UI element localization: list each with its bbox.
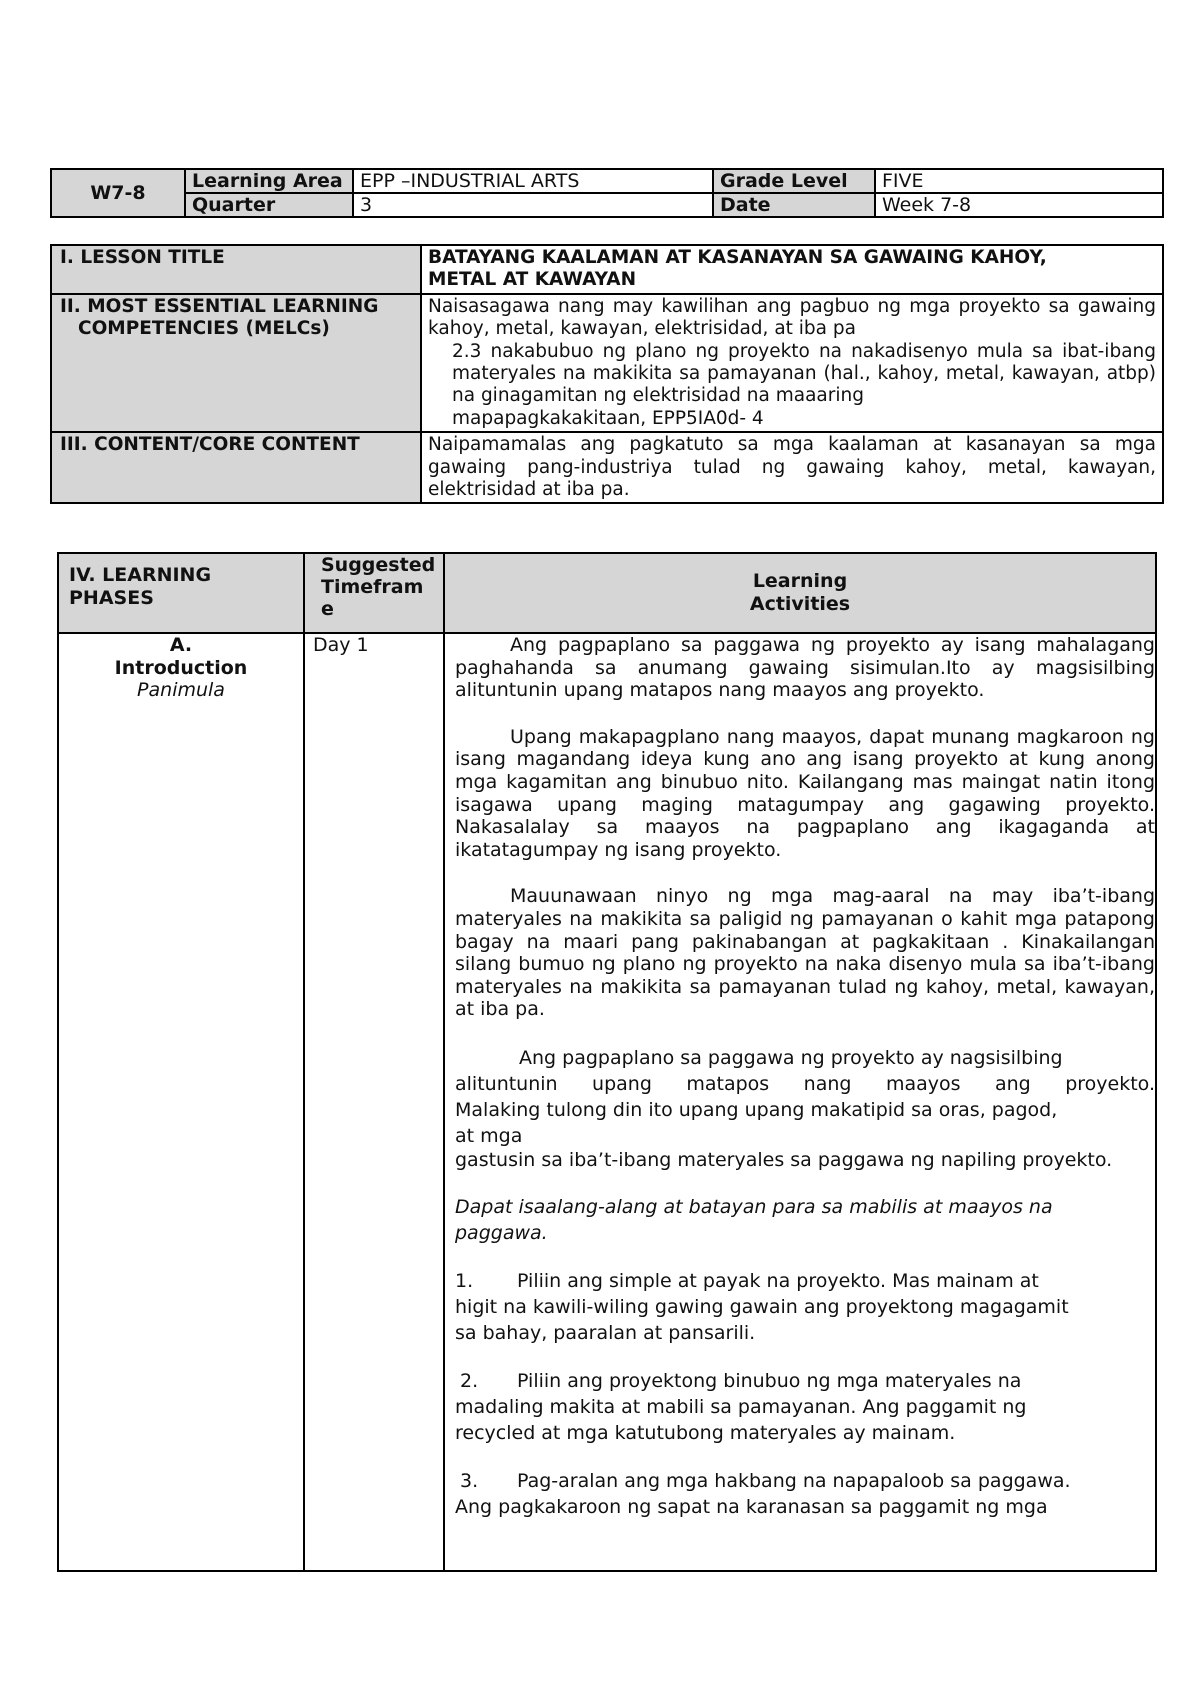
quarter-value: 3 <box>353 193 713 217</box>
list-item-line: Ang pagkakaroon ng sapat na karanasan sa paggamit ng mga <box>455 1495 1048 1518</box>
list-item-number: 1. <box>455 1269 474 1292</box>
list-item-line: sa bahay, paaralan at pansarili. <box>455 1321 756 1344</box>
paragraph-4-line-3: Malaking tulong din ito upang upang makatipid sa oras, pagod, <box>455 1098 1058 1121</box>
list-item-number: 3. <box>460 1469 479 1492</box>
grade-level-value: FIVE <box>875 169 1163 193</box>
timeframe-header-line-3: e <box>321 598 334 620</box>
melc-label-line-1: II. MOST ESSENTIAL LEARNING <box>60 295 379 317</box>
list-item <box>455 1368 1155 1446</box>
learning-phases-table <box>57 552 1157 1572</box>
learning-area-value: EPP –INDUSTRIAL ARTS <box>353 169 713 193</box>
melc-value-2: 2.3 nakabubuo ng plano ng proyekto na nakadisenyo mula sa ibat-ibang materyales na makikita sa pamayanan (hal., kahoy, metal, kawayan, atbp) na ginagamitan ng elektrisidad na maaaring <box>452 340 1156 407</box>
quarter-label: Quarter <box>185 193 353 217</box>
date-value: Week 7-8 <box>875 193 1163 217</box>
activity-paragraph-1: Ang pagpaplano sa paggawa ng proyekto ay isang mahalagang paghahanda sa anumang gawaing sisimulan.Ito ay magsisilbing alituntunin upang matapos nang maayos ang proyekto. <box>455 634 1155 702</box>
paragraph-4-line-5: gastusin sa iba’t-ibang materyales sa paggawa ng napiling proyekto. <box>455 1148 1113 1171</box>
activity-paragraph-3: Mauunawaan ninyo ng mga mag-aaral na may iba’t-ibang materyales na makikita sa paligid ng pamayanan o kahit mga patapong bagay na maari pang pakinabangan at pagkakitaan . Kinakailangan silang bumuo ng plano ng proyekto na naka disenyo mula sa iba’t-ibang materyales na makikita sa pamayanan tulad ng kahoy, metal, kawayan, at iba pa. <box>455 885 1155 1021</box>
phases-column-header <box>58 553 304 633</box>
lesson-title-label: I. LESSON TITLE <box>51 245 421 294</box>
melc-value <box>421 294 1163 432</box>
timeframe-column-header <box>304 553 444 633</box>
melc-value-1: Naisasagawa nang may kawilihan ang pagbuo ng mga proyekto sa gawaing kahoy, metal, kawayan, elektrisidad, at iba pa <box>428 295 1156 340</box>
timeframe-header-line-2: Timefram <box>321 576 424 598</box>
timeframe-cell: Day 1 <box>304 633 444 1571</box>
content-label: III. CONTENT/CORE CONTENT <box>51 432 421 503</box>
list-item-line: higit na kawili-wiling gawing gawain ang proyektong magagamit <box>455 1295 1069 1318</box>
list-item-line: Piliin ang simple at payak na proyekto. Mas mainam at <box>517 1269 1039 1292</box>
list-item <box>455 1268 1155 1346</box>
list-item <box>455 1468 1155 1520</box>
italic-note-line-2: paggawa. <box>455 1221 548 1244</box>
list-item-line: madaling makita at mabili sa pamayanan. Ang paggamit ng <box>455 1395 1027 1418</box>
list-item-number: 2. <box>460 1369 479 1392</box>
paragraph-4-line-2: alituntunin upang matapos nang maayos ang proyekto. <box>455 1072 1155 1095</box>
activity-paragraph-4 <box>455 1045 1155 1172</box>
lesson-title-line-2: METAL AT KAWAYAN <box>428 269 637 291</box>
list-item-line: Pag-aralan ang mga hakbang na napapaloob sa paggawa. <box>517 1469 1071 1492</box>
phase-subtitle: Panimula <box>137 679 225 702</box>
lesson-code: W7-8 <box>51 169 185 217</box>
phases-header-line-1: IV. LEARNING <box>69 564 212 586</box>
italic-note <box>455 1194 1155 1246</box>
melc-value-3: mapapagkakakitaan, EPP5IA0d- 4 <box>452 407 764 429</box>
paragraph-4-line-4: at mga <box>455 1124 523 1147</box>
date-label: Date <box>713 193 875 217</box>
activities-header-line-2: Activities <box>749 593 851 615</box>
activities-column-header <box>444 553 1156 633</box>
melc-label <box>51 294 421 432</box>
grade-level-label: Grade Level <box>713 169 875 193</box>
activities-header-line-1: Learning <box>752 570 848 593</box>
phase-cell <box>58 633 304 1571</box>
timeframe-header-line-1: Suggested <box>321 554 436 576</box>
lesson-info-table <box>50 244 1164 504</box>
phases-header-line-2: PHASES <box>69 586 154 609</box>
melc-label-line-2: COMPETENCIES (MELCs) <box>78 318 330 340</box>
learning-area-label: Learning Area <box>185 169 353 193</box>
paragraph-4-line-1: Ang pagpaplano sa paggawa ng proyekto ay nagsisilbing <box>519 1046 1063 1069</box>
content-value: Naipamamalas ang pagkatuto sa mga kaalaman at kasanayan sa mga gawaing pang-industriya tulad ng gawaing kahoy, metal, kawayan, elektrisidad at iba pa. <box>421 432 1163 503</box>
list-item-line: Piliin ang proyektong binubuo ng mga materyales na <box>517 1369 1022 1392</box>
activities-cell <box>444 633 1156 1571</box>
activity-paragraph-2: Upang makapagplano nang maayos, dapat munang magkaroon ng isang magandang ideya kung ano ang isang proyekto at kung anong mga kagamitan ang binubuo nito. Kailangang mas maingat natin itong isagawa upang maging matagumpay ang gagawing proyekto. Nakasalalay sa maayos na pagpaplano ang ikagaganda at ikatatagumpay ng isang proyekto. <box>455 725 1155 861</box>
phase-name: Introduction <box>114 656 248 679</box>
italic-note-line-1: Dapat isaalang-alang at batayan para sa mabilis at maayos na <box>455 1195 1053 1218</box>
lesson-title-line-1: BATAYANG KAALAMAN AT KASANAYAN SA GAWAING KAHOY, <box>428 247 1047 268</box>
phase-letter: A. <box>169 634 193 656</box>
lesson-title-value <box>421 245 1163 294</box>
list-item-line: recycled at mga katutubong materyales ay mainam. <box>455 1421 956 1444</box>
header-table <box>50 168 1164 218</box>
